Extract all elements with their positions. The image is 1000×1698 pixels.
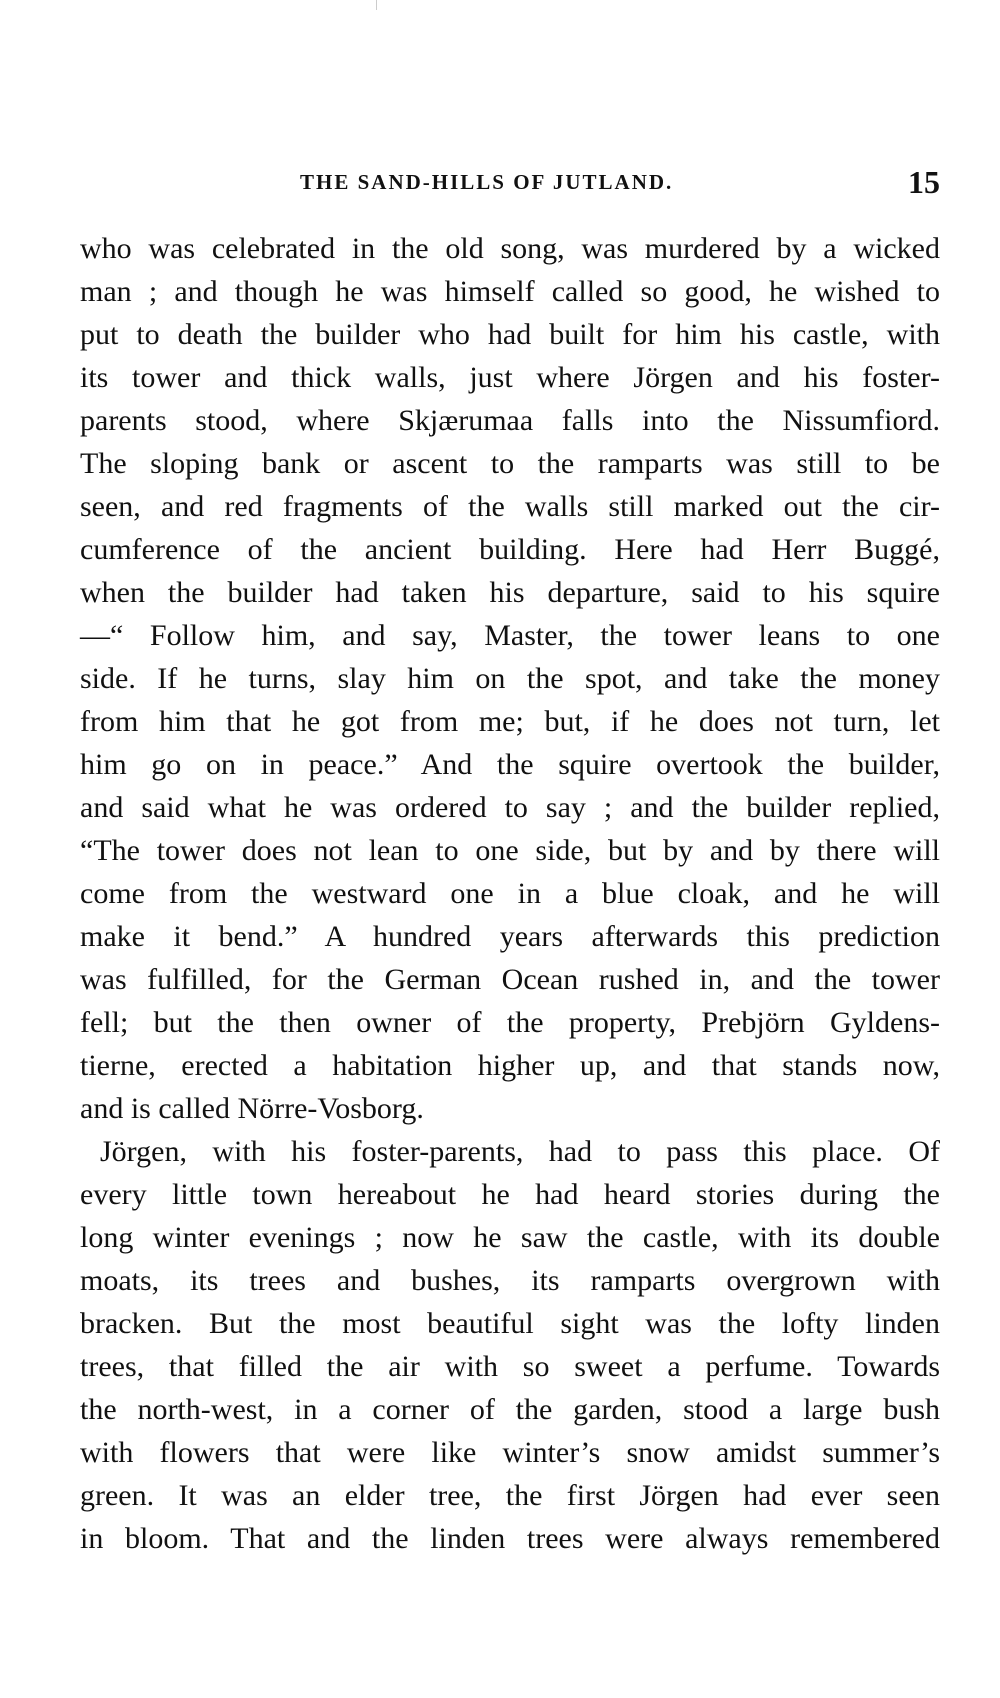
text-line: seen, and red fragments of the walls still marked out the cir- — [80, 490, 940, 523]
scan-mark — [376, 0, 377, 10]
text-line: was fulfilled, for the German Ocean rushed in, and the tower — [80, 963, 940, 996]
text-line: from him that he got from me; but, if he does not turn, let — [80, 705, 940, 738]
text-line: make it bend.” A hundred years afterwards this prediction — [80, 920, 940, 953]
text-line: —“ Follow him, and say, Master, the tower leans to one — [80, 619, 940, 652]
text-line: parents stood, where Skjærumaa falls into the Nissumfiord. — [80, 404, 940, 437]
text-line-paragraph-start: Jörgen, with his foster-parents, had to pass this place. Of — [100, 1135, 940, 1168]
text-line: fell; but the then owner of the property, Prebjörn Gyldens- — [80, 1006, 940, 1039]
page-number: 15 — [908, 164, 940, 200]
text-line: “The tower does not lean to one side, but by and by there will — [80, 834, 940, 867]
text-line: man ; and though he was himself called so good, he wished to — [80, 275, 940, 308]
text-line: The sloping bank or ascent to the ramparts was still to be — [80, 447, 940, 480]
text-line: cumference of the ancient building. Here had Herr Buggé, — [80, 533, 940, 566]
text-line: put to death the builder who had built for him his castle, with — [80, 318, 940, 351]
running-title: THE SAND-HILLS OF JUTLAND. — [300, 170, 674, 194]
text-line: its tower and thick walls, just where Jörgen and his foster- — [80, 361, 940, 394]
text-line: every little town hereabout he had heard stories during the — [80, 1178, 940, 1211]
text-line: bracken. But the most beautiful sight was the lofty linden — [80, 1307, 940, 1340]
text-line-paragraph-end: and is called Nörre-Vosborg. — [80, 1092, 424, 1125]
text-line: who was celebrated in the old song, was murdered by a wicked — [80, 232, 940, 265]
body-text — [80, 227, 940, 1560]
text-line: come from the westward one in a blue cloak, and he will — [80, 877, 940, 910]
running-head — [80, 164, 940, 204]
text-line: side. If he turns, slay him on the spot, and take the money — [80, 662, 940, 695]
text-line: green. It was an elder tree, the first Jörgen had ever seen — [80, 1479, 940, 1512]
text-line: and said what he was ordered to say ; and the builder replied, — [80, 791, 940, 824]
text-line: with flowers that were like winter’s snow amidst summer’s — [80, 1436, 940, 1469]
text-line: long winter evenings ; now he saw the castle, with its double — [80, 1221, 940, 1254]
text-line: trees, that filled the air with so sweet a perfume. Towards — [80, 1350, 940, 1383]
text-line: the north-west, in a corner of the garden, stood a large bush — [80, 1393, 940, 1426]
text-line: him go on in peace.” And the squire overtook the builder, — [80, 748, 940, 781]
text-line: moats, its trees and bushes, its ramparts overgrown with — [80, 1264, 940, 1297]
text-line: tierne, erected a habitation higher up, and that stands now, — [80, 1049, 940, 1082]
text-line: when the builder had taken his departure, said to his squire — [80, 576, 940, 609]
text-line: in bloom. That and the linden trees were always remembered — [80, 1522, 940, 1555]
